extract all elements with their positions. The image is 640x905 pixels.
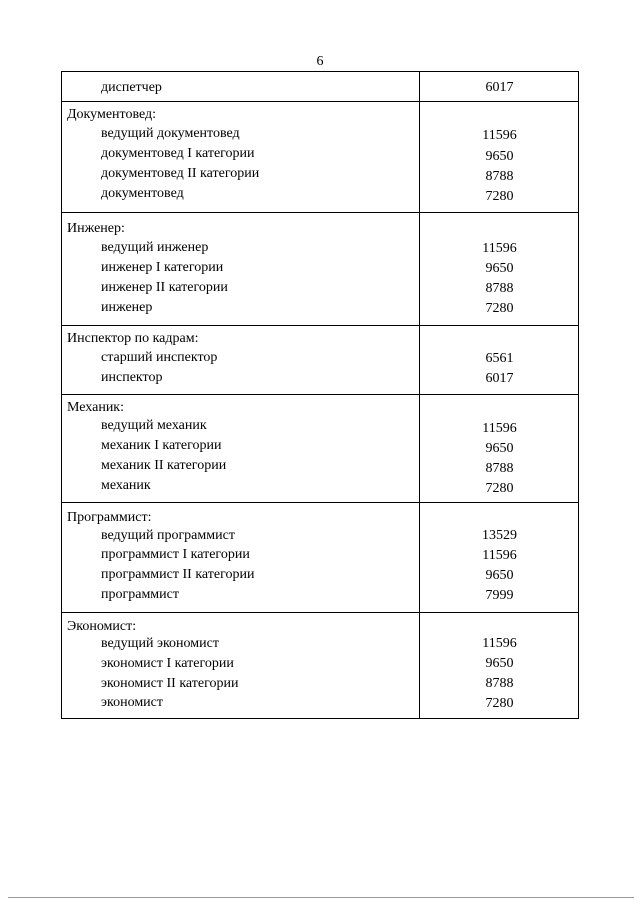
group-title: Экономист:: [67, 619, 137, 634]
salary-value: 11596: [482, 421, 517, 436]
group-title: Документовед:: [67, 107, 157, 122]
salary-value: 9650: [485, 149, 514, 164]
row-divider: [62, 212, 578, 213]
salary-value: 6561: [485, 351, 514, 366]
salary-value: 13529: [482, 528, 517, 543]
position-label: экономист I категории: [101, 656, 234, 671]
salary-value: 7280: [485, 696, 514, 711]
salary-value: 9650: [485, 656, 514, 671]
position-label: старший инспектор: [101, 350, 218, 365]
position-label: инженер II категории: [101, 280, 228, 295]
salary-value: 8788: [485, 676, 514, 691]
position-label: механик I категории: [101, 438, 222, 453]
position-label: документовед I категории: [101, 146, 255, 161]
group-title: Инспектор по кадрам:: [67, 331, 199, 346]
position-label: экономист: [101, 695, 164, 710]
salary-value: 7280: [485, 481, 514, 496]
position-label: документовед II категории: [101, 166, 260, 181]
position-label: диспетчер: [101, 80, 162, 95]
position-label: инженер: [101, 300, 153, 315]
position-label: программист II категории: [101, 567, 255, 582]
position-label: ведущий инженер: [101, 240, 209, 255]
position-label: ведущий механик: [101, 418, 207, 433]
salary-value: 8788: [485, 169, 514, 184]
scan-edge-line: [8, 897, 634, 898]
row-divider: [62, 502, 578, 503]
salary-table: [61, 71, 579, 719]
position-label: механик II категории: [101, 458, 227, 473]
row-divider: [62, 394, 578, 395]
position-label: документовед: [101, 186, 184, 201]
salary-value: 8788: [485, 461, 514, 476]
position-label: ведущий экономист: [101, 636, 219, 651]
page-number: 6: [316, 54, 324, 69]
group-title: Механик:: [67, 400, 124, 415]
salary-value: 9650: [485, 261, 514, 276]
row-divider: [62, 612, 578, 613]
position-label: ведущий программист: [101, 528, 235, 543]
position-label: инженер I категории: [101, 260, 224, 275]
salary-value: 7280: [485, 301, 514, 316]
row-divider: [62, 325, 578, 326]
salary-value: 11596: [482, 636, 517, 651]
position-label: ведущий документовед: [101, 126, 240, 141]
salary-value: 11596: [482, 548, 517, 563]
group-title: Инженер:: [67, 221, 125, 236]
salary-value: 11596: [482, 241, 517, 256]
salary-value: 7999: [485, 588, 514, 603]
salary-value: 7280: [485, 189, 514, 204]
salary-value: 9650: [485, 441, 514, 456]
position-label: программист I категории: [101, 547, 250, 562]
salary-value: 6017: [485, 80, 514, 95]
row-divider: [62, 101, 578, 102]
salary-value: 8788: [485, 281, 514, 296]
salary-value: 6017: [485, 371, 514, 386]
position-label: программист: [101, 587, 179, 602]
group-title: Программист:: [67, 510, 152, 525]
position-label: экономист II категории: [101, 676, 239, 691]
salary-value: 9650: [485, 568, 514, 583]
salary-value: 11596: [482, 128, 517, 143]
position-label: инспектор: [101, 370, 163, 385]
position-label: механик: [101, 478, 151, 493]
